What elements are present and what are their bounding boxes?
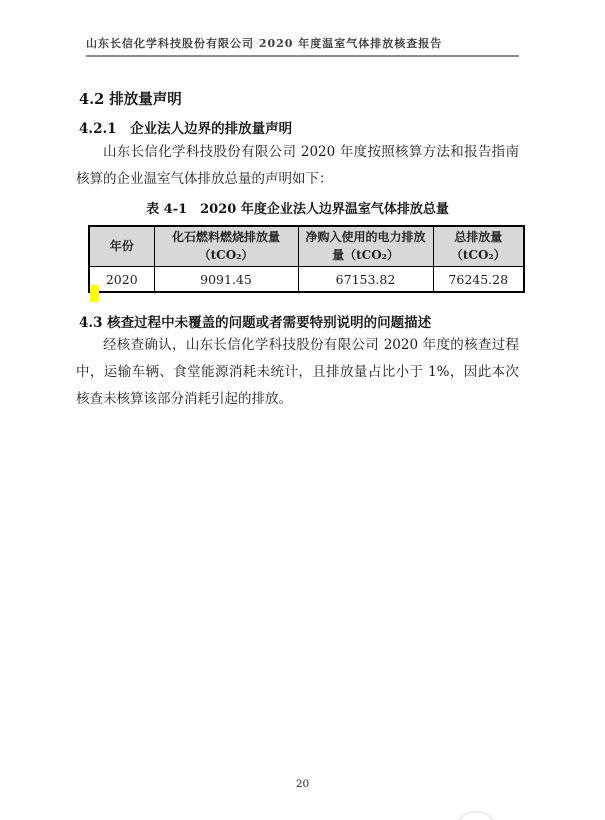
emissions-table xyxy=(88,225,525,293)
table-caption: 表 4-1 2020 年度企业法人边界温室气体排放总量 xyxy=(146,202,449,217)
heading-4-3: 4.3 核查过程中未覆盖的问题或者需要特别说明的问题描述 xyxy=(79,315,432,331)
running-header-text: 山东长信化学科技股份有限公司 2020 年度温室气体排放核查报告 xyxy=(86,37,443,50)
heading-4-2: 4.2 排放量声明 xyxy=(79,91,182,108)
faint-watermark-arc xyxy=(452,811,500,820)
table-cell-total-value: 76245.28 xyxy=(433,267,524,293)
table-header-fossil-fuel-emissions: 化石燃料燃烧排放量（tCO₂） xyxy=(154,226,298,267)
table-row xyxy=(89,267,524,293)
table-header-row xyxy=(89,226,524,267)
yellow-highlight-mark xyxy=(90,285,99,302)
heading-4-2-1: 4.2.1 企业法人边界的排放量声明 xyxy=(79,121,293,137)
table-header-total-emissions: 总排放量（tCO₂） xyxy=(433,226,524,267)
table-header-purchased-electricity-emissions: 净购入使用的电力排放量（tCO₂） xyxy=(298,226,433,267)
table-cell-fossil-fuel-value: 9091.45 xyxy=(154,267,298,293)
table-cell-electricity-value: 67153.82 xyxy=(298,267,433,293)
running-header xyxy=(86,35,519,57)
page-number: 20 xyxy=(295,778,310,790)
table-cell-year: 2020 xyxy=(89,267,154,293)
paragraph-4-2-1: 山东长信化学科技股份有限公司 2020 年度按照核算方法和报告指南核算的企业温室气体排放总量的声明如下： xyxy=(76,144,519,187)
table-header-year: 年份 xyxy=(89,226,154,267)
paragraph-4-3: 经核查确认，山东长信化学科技股份有限公司 2020 年度的核查过程中，运输车辆、食堂能源消耗未统计，且排放量占比小于 1%，因此本次核查未核算该部分消耗引起的排放。 xyxy=(76,337,519,407)
